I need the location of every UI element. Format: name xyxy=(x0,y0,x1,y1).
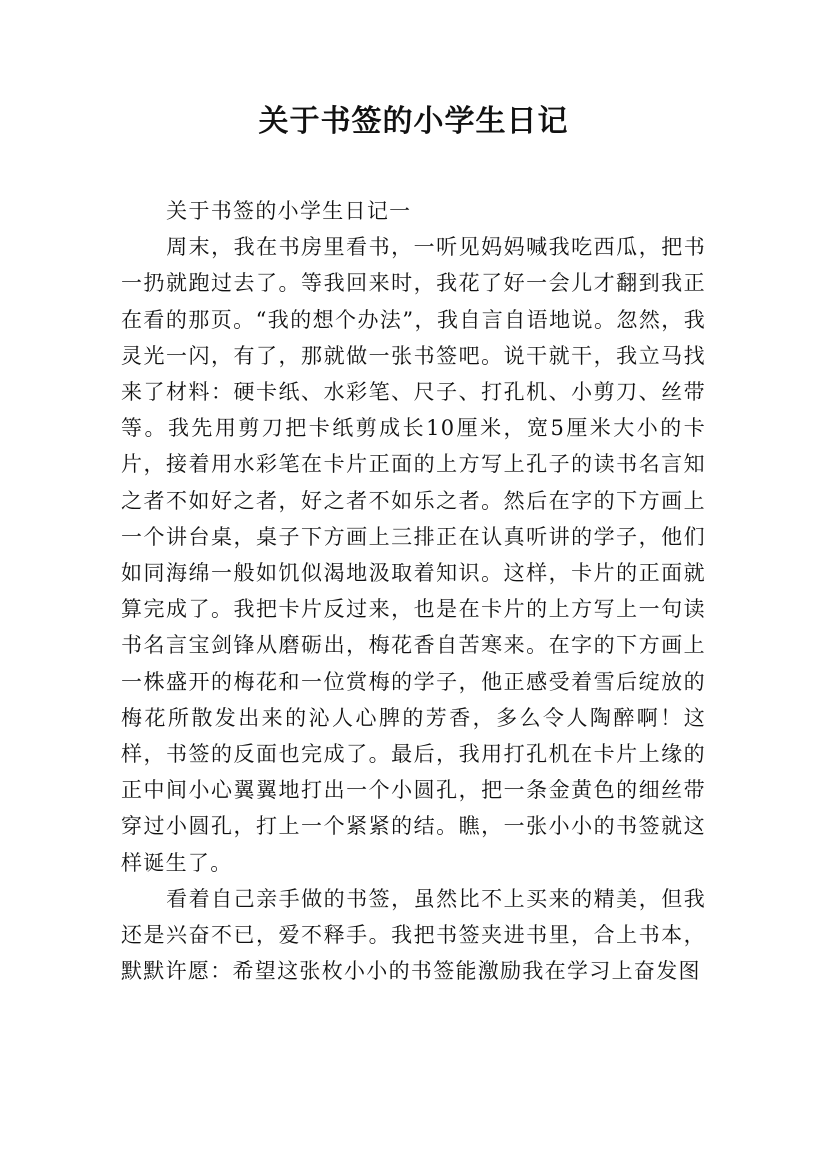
paragraph-1: 周末，我在书房里看书，一听见妈妈喊我吃西瓜，把书一扔就跑过去了。等我回来时，我花了好一会儿才翻到我正在看的那页。“我的想个办法”，我自言自语地说。忽然，我灵光一闪，有了，那就做一张书签吧。说干就干，我立马找来了材料：硬卡纸、水彩笔、尺子、打孔机、小剪刀、丝带等。我先用剪刀把卡纸剪成长10厘米，宽5厘米大小的卡片，接着用水彩笔在卡片正面的上方写上孔子的读书名言知之者不如好之者，好之者不如乐之者。然后在字的下方画上一个讲台桌，桌子下方画上三排正在认真听讲的学子，他们如同海绵一般如饥似渴地汲取着知识。这样，卡片的正面就算完成了。我把卡片反过来，也是在卡片的上方写上一句读书名言宝剑锋从磨砺出，梅花香自苦寒来。在字的下方画上一株盛开的梅花和一位赏梅的学子，他正感受着雪后绽放的梅花所散发出来的沁人心脾的芳香，多么令人陶醉啊！这样，书签的反面也完成了。最后，我用打孔机在卡片上缘的正中间小心翼翼地打出一个小圆孔，把一条金黄色的细丝带穿过小圆孔，打上一个紧紧的结。瞧，一张小小的书签就这样诞生了。 xyxy=(121,235,706,875)
paragraph-2: 看着自己亲手做的书签，虽然比不上买来的精美，但我还是兴奋不已，爱不释手。我把书签夹进书里，合上书本，默默许愿：希望这张枚小小的书签能激励我在学习上奋发图 xyxy=(121,886,706,984)
document-body xyxy=(121,193,706,989)
document-title: 关于书签的小学生日记 xyxy=(258,104,569,139)
document-subtitle: 关于书签的小学生日记一 xyxy=(166,199,412,223)
